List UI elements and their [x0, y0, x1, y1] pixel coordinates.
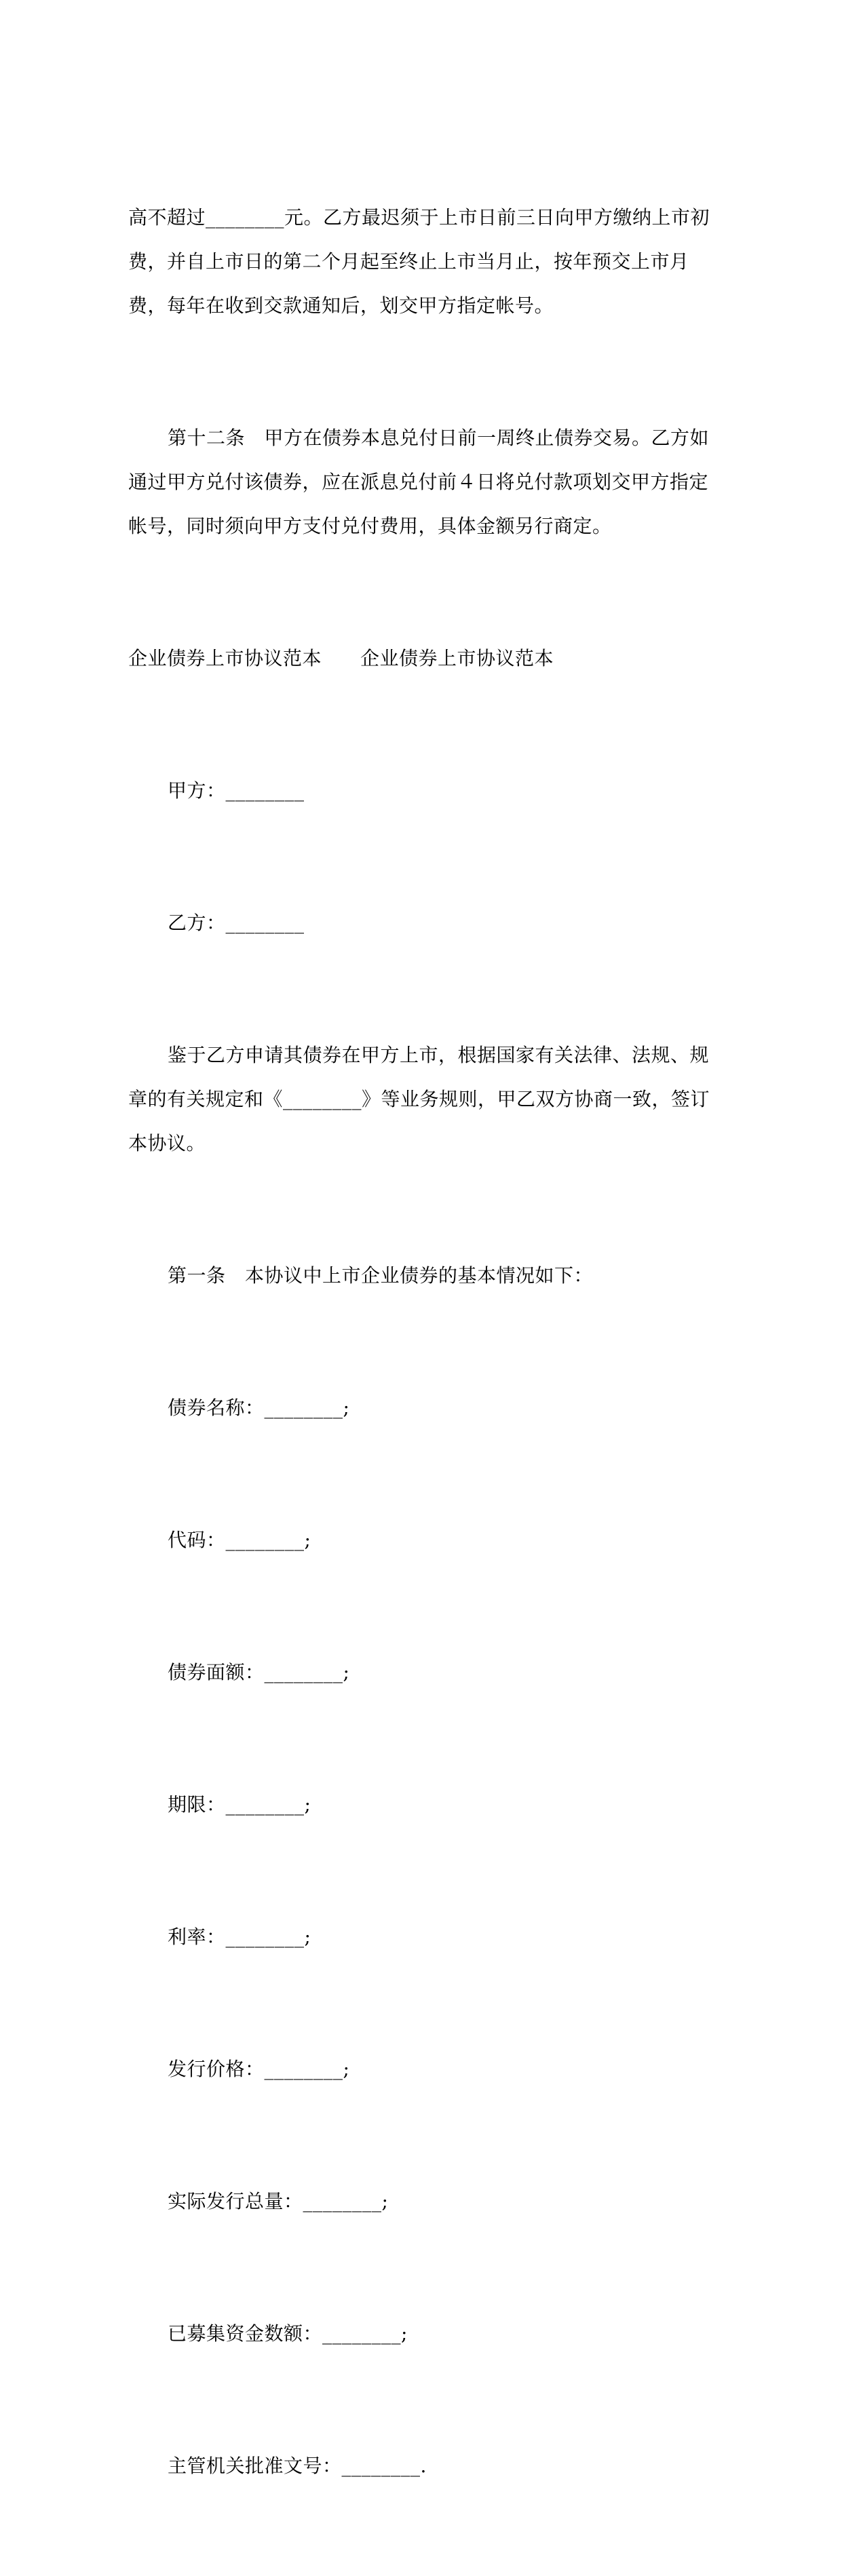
field-approval-number: 主管机关批准文号：________.	[168, 2455, 427, 2477]
paragraph-article-1: 第一条 本协议中上市企业债券的基本情况如下：	[168, 1264, 594, 1287]
paragraph-article-12: 第十二条 甲方在债券本息兑付日前一周终止债券交易。乙方如通过甲方兑付该债券，应在派息兑付前４日将兑付款项划交甲方指定帐号，同时须向甲方支付兑付费用，具体金额另行商定。	[128, 427, 710, 537]
party-a-line: 甲方：________	[168, 779, 305, 802]
field-total-issued: 实际发行总量：________;	[168, 2190, 389, 2212]
field-term: 期限：________;	[168, 1793, 311, 1816]
field-face-value: 债券面额：________;	[168, 1661, 350, 1683]
field-bond-name: 债券名称：________;	[168, 1397, 350, 1419]
document-title: 企业债券上市协议范本 企业债券上市协议范本	[128, 647, 554, 669]
field-raised-funds: 已募集资金数额：________;	[168, 2322, 408, 2345]
field-issue-price: 发行价格：________;	[168, 2058, 350, 2080]
field-code: 代码：________;	[168, 1529, 311, 1551]
field-interest-rate: 利率：________;	[168, 1926, 311, 1948]
party-b-line: 乙方：________	[168, 912, 305, 934]
document-body	[128, 107, 719, 2576]
paragraph-preamble: 鉴于乙方申请其债券在甲方上市，根据国家有关法律、法规、规章的有关规定和《________》等业务规则，甲乙双方协商一致，签订本协议。	[128, 1044, 710, 1154]
paragraph-fee-terms: 高不超过________元。乙方最迟须于上市日前三日向甲方缴纳上市初费，并自上市日的第二个月起至终止上市当月止，按年预交上市月费，每年在收到交款通知后，划交甲方指定帐号。	[128, 206, 710, 317]
